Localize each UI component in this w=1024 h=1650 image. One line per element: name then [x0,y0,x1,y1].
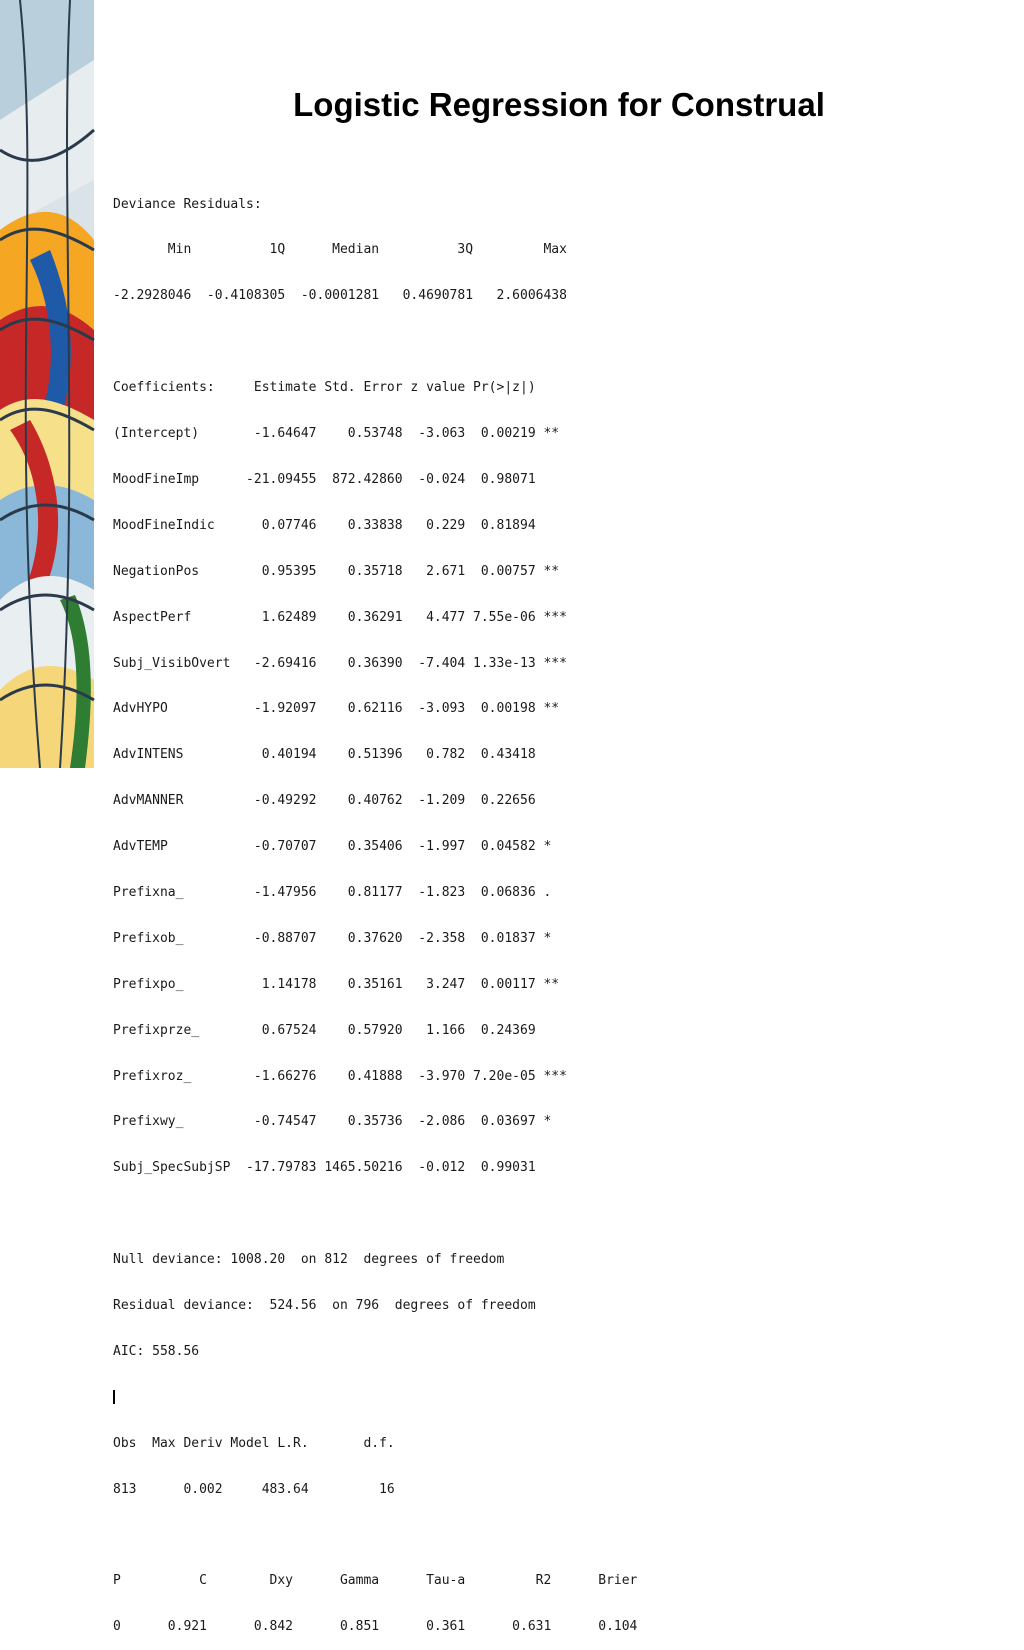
text-cursor-icon [113,1390,115,1404]
coefficient-row: NegationPos 0.95395 0.35718 2.671 0.00757 ** [113,563,560,579]
coefficient-row: AdvTEMP -0.70707 0.35406 -1.997 0.04582 * [113,839,552,855]
output-blank-line [113,334,637,349]
fit-stats-values: 0 0.921 0.842 0.851 0.361 0.631 0.104 [113,1619,638,1635]
coefficients-header: Coefficients: Estimate Std. Error z value Pr(>|z|) [113,380,536,396]
coefficient-row: MoodFineIndic 0.07746 0.33838 0.229 0.81894 [113,517,536,533]
aic-line: AIC: 558.56 [113,1343,200,1359]
output-blank-line [113,1527,637,1542]
slide-title: Logistic Regression for Construal [293,86,825,123]
coefficient-row: (Intercept) -1.64647 0.53748 -3.063 0.00219 ** [113,426,560,442]
model-stats-values: 813 0.002 483.64 16 [113,1481,395,1497]
coefficient-row: Prefixwy_ -0.74547 0.35736 -2.086 0.03697 * [113,1114,552,1130]
stained-glass-decoration [0,0,94,768]
output-blank-line [113,1206,637,1221]
output-line: Min 1Q Median 3Q Max [113,242,567,258]
coefficient-row: Subj_SpecSubjSP -17.79783 1465.50216 -0.012 0.99031 [113,1160,536,1176]
r-regression-output [113,166,637,1650]
output-line: -2.2928046 -0.4108305 -0.0001281 0.4690781 2.6006438 [113,288,567,304]
coefficient-row: Prefixpo_ 1.14178 0.35161 3.247 0.00117 ** [113,976,560,992]
residual-deviance-line: Residual deviance: 524.56 on 796 degrees of freedom [113,1297,536,1313]
model-stats-header: Obs Max Deriv Model L.R. d.f. [113,1435,395,1451]
stained-glass-icon [0,0,94,768]
coefficient-row: Prefixprze_ 0.67524 0.57920 1.166 0.24369 [113,1022,536,1038]
coefficient-row: AspectPerf 1.62489 0.36291 4.477 7.55e-06 *** [113,609,567,625]
coefficient-row: Prefixna_ -1.47956 0.81177 -1.823 0.06836 . [113,884,552,900]
output-line: Deviance Residuals: [113,196,262,212]
null-deviance-line: Null deviance: 1008.20 on 812 degrees of freedom [113,1252,505,1268]
output-blank-line [113,1390,637,1405]
fit-stats-header: P C Dxy Gamma Tau-a R2 Brier [113,1573,638,1589]
coefficient-row: Subj_VisibOvert -2.69416 0.36390 -7.404 1.33e-13 *** [113,655,567,671]
coefficient-row: AdvINTENS 0.40194 0.51396 0.782 0.43418 [113,747,536,763]
coefficient-row: MoodFineImp -21.09455 872.42860 -0.024 0.98071 [113,471,536,487]
coefficient-row: Prefixroz_ -1.66276 0.41888 -3.970 7.20e-05 *** [113,1068,567,1084]
coefficient-row: Prefixob_ -0.88707 0.37620 -2.358 0.01837 * [113,930,552,946]
coefficient-row: AdvHYPO -1.92097 0.62116 -3.093 0.00198 ** [113,701,560,717]
coefficient-row: AdvMANNER -0.49292 0.40762 -1.209 0.22656 [113,793,536,809]
